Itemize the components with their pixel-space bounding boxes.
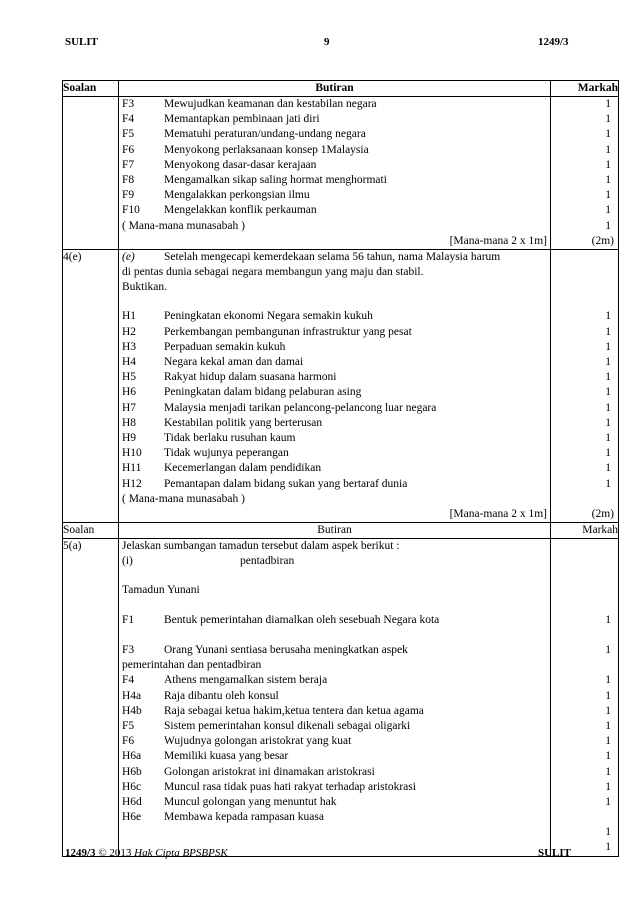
point-code: F7 — [122, 158, 135, 171]
answer-point — [119, 643, 550, 658]
point-code: H6c — [122, 780, 142, 793]
answer-block-1 — [63, 97, 619, 250]
answer-point — [119, 673, 550, 688]
answer-point — [119, 127, 550, 142]
soalan-cell — [63, 97, 119, 250]
table-header-row — [63, 523, 619, 539]
point-code: H4 — [122, 356, 137, 368]
answer-point — [119, 780, 550, 795]
butiran-header: Butiran — [119, 81, 551, 97]
point-code: H9 — [122, 431, 137, 444]
answer-point — [119, 385, 550, 400]
markah-header: Markah — [551, 523, 619, 539]
mark-value: 1 — [605, 128, 611, 141]
soalan-header: Soalan — [63, 81, 119, 97]
mark-value: 1 — [605, 158, 611, 171]
mark-spacer — [551, 628, 618, 643]
mark-value: 1 — [605, 841, 611, 854]
point-text: Tidak berlaku rusuhan kaum — [164, 431, 296, 444]
point-text: Mengamalkan sikap saling hormat menghormati — [164, 173, 387, 186]
mark-value: 1 — [605, 310, 611, 323]
mark-value: 1 — [605, 204, 611, 217]
footer — [65, 847, 228, 859]
mark-value: 1 — [605, 356, 611, 368]
point-text: Orang Yunani sentiasa berusaha meningkatkan aspek — [164, 644, 408, 656]
point-code: H11 — [122, 462, 142, 475]
mark-value: 1 — [605, 98, 611, 110]
mark-value: 1 — [605, 644, 611, 656]
answer-point — [119, 689, 550, 704]
point-text: Mematuhi peraturan/undang-undang negara — [164, 128, 366, 141]
point-text: Muncul golongan yang menuntut hak — [164, 795, 337, 808]
answer-point — [119, 431, 550, 446]
mark-value: 1 — [605, 704, 611, 717]
note-text: ( Mana-mana munasabah ) — [122, 492, 245, 505]
table-header-row — [63, 81, 619, 97]
mark-value: 1 — [605, 780, 611, 793]
point-code: F1 — [122, 613, 135, 626]
total-text: [Mana-mana 2 x 1m] — [449, 234, 547, 247]
point-code: H6b — [122, 765, 142, 778]
point-code: F5 — [122, 128, 135, 141]
point-text: Athens mengamalkan sistem beraja — [164, 674, 328, 687]
mark-value: 1 — [605, 371, 611, 384]
point-text: Rakyat hidup dalam suasana harmoni — [164, 371, 337, 384]
mark-value: 1 — [605, 719, 611, 732]
markah-cell — [551, 249, 619, 522]
point-text: Kecemerlangan dalam pendidikan — [164, 462, 322, 475]
mark-value: 1 — [605, 219, 611, 232]
point-code: H10 — [122, 447, 142, 460]
footer-publisher: Hak Cipta BPSBPSK — [134, 847, 228, 859]
sub-question-label: (i) — [122, 555, 133, 568]
civilisation-name: Tamadun Yunani — [122, 584, 200, 597]
butiran-cell — [119, 539, 551, 857]
mark-value: 1 — [605, 325, 611, 338]
total-mark: (2m) — [591, 234, 614, 247]
mark-value: 1 — [605, 386, 611, 399]
point-text: Kestabilan politik yang berterusan — [164, 416, 323, 429]
question-number: 5(a) — [63, 540, 82, 553]
point-text: Tidak wujunya peperangan — [164, 447, 289, 460]
soalan-cell — [63, 249, 119, 522]
answer-point — [119, 795, 550, 810]
point-text: Negara kekal aman dan damai — [164, 356, 304, 368]
point-code: F4 — [122, 113, 135, 126]
answer-point — [119, 112, 550, 127]
footer-paper-code: 1249/3 — [65, 847, 96, 859]
footer-sulit: SULIT — [538, 847, 572, 859]
mark-value: 1 — [605, 826, 611, 839]
point-text-continued: pemerintahan dan pentadbiran — [122, 659, 262, 672]
butiran-cell — [119, 97, 551, 250]
question-text-line: Jelaskan sumbangan tamadun tersebut dalam aspek berikut : — [122, 540, 400, 553]
point-code: H6e — [122, 811, 142, 824]
point-text: Mengelakkan konflik perkauman — [164, 204, 317, 217]
markah-header: Markah — [551, 81, 619, 97]
answer-point — [119, 143, 550, 158]
answer-point — [119, 188, 550, 203]
answer-point — [119, 325, 550, 340]
point-text: Raja sebagai ketua hakim,ketua tentera dan ketua agama — [164, 704, 424, 717]
answer-point — [119, 719, 550, 734]
mark-value: 1 — [605, 613, 611, 626]
point-text: Mengalakkan perkongsian ilmu — [164, 189, 310, 202]
mark-spacer — [551, 658, 618, 673]
answer-point — [119, 401, 550, 416]
point-text: Membawa kepada rampasan kuasa — [164, 811, 324, 824]
answer-point — [119, 461, 550, 476]
point-text: Pemantapan dalam bidang sukan yang bertaraf dunia — [164, 477, 408, 490]
mark-value: 1 — [605, 765, 611, 778]
point-text: Golongan aristokrat ini dinamakan aristokrasi — [164, 765, 375, 778]
markah-cell — [551, 97, 619, 250]
point-code: H6d — [122, 795, 142, 808]
mark-value: 1 — [605, 173, 611, 186]
answer-point — [119, 370, 550, 385]
point-code: F9 — [122, 189, 135, 202]
answer-point — [119, 749, 550, 764]
point-code: F3 — [122, 644, 135, 656]
question-text-line: di pentas dunia sebagai negara membangun yang maju dan stabil. — [122, 266, 424, 279]
answer-point — [119, 173, 550, 188]
point-code: F3 — [122, 98, 135, 110]
point-code: H6a — [122, 750, 142, 763]
mark-value: 1 — [605, 750, 611, 763]
markah-cell — [551, 539, 619, 857]
point-text: Mewujudkan keamanan dan kestabilan negara — [164, 98, 377, 110]
mark-value: 1 — [605, 689, 611, 702]
mark-value: 1 — [605, 447, 611, 460]
sub-question-text: pentadbiran — [240, 555, 295, 568]
answer-block-4e — [63, 249, 619, 522]
soalan-header: Soalan — [63, 523, 119, 539]
butiran-cell — [119, 249, 551, 522]
mark-value: 1 — [605, 462, 611, 475]
point-text: Sistem pemerintahan konsul dikenali sebagai oligarki — [164, 719, 411, 732]
answer-point — [119, 704, 550, 719]
point-code: F6 — [122, 143, 135, 156]
point-text: Menyokong dasar-dasar kerajaan — [164, 158, 317, 171]
point-code: F4 — [122, 674, 135, 687]
point-text: Menyokong perlaksanaan konsep 1Malaysia — [164, 143, 369, 156]
point-text: Raja dibantu oleh konsul — [164, 689, 279, 702]
answer-point — [119, 203, 550, 218]
question-label: (e) — [122, 250, 135, 263]
point-code: F6 — [122, 735, 135, 748]
point-code: H12 — [122, 477, 142, 490]
point-text: Peningkatan dalam bidang pelaburan asing — [164, 386, 362, 399]
point-text: Peningkatan ekonomi Negara semakin kukuh — [164, 310, 373, 323]
header-paper-code: 1249/3 — [538, 36, 569, 48]
point-text: Memiliki kuasa yang besar — [164, 750, 289, 763]
point-code: F8 — [122, 173, 135, 186]
marking-scheme-table — [62, 80, 619, 857]
point-text: Bentuk pemerintahan diamalkan oleh sesebuah Negara kota — [164, 613, 440, 626]
point-code: H4a — [122, 689, 142, 702]
answer-point — [119, 340, 550, 355]
total-text: [Mana-mana 2 x 1m] — [449, 507, 547, 520]
point-code: H2 — [122, 325, 137, 338]
point-text: Muncul rasa tidak puas hati rakyat terhadap aristokrasi — [164, 780, 416, 793]
point-text: Perpaduan semakin kukuh — [164, 340, 286, 353]
answer-point — [119, 97, 550, 112]
answer-block-5a — [63, 539, 619, 857]
mark-value: 1 — [605, 189, 611, 202]
answer-point — [119, 355, 550, 370]
note-text: ( Mana-mana munasabah ) — [122, 219, 245, 232]
point-code: H8 — [122, 416, 137, 429]
answer-point — [119, 416, 550, 431]
point-code: H5 — [122, 371, 137, 384]
mark-value: 1 — [605, 477, 611, 490]
point-code: H4b — [122, 704, 142, 717]
mark-value: 1 — [605, 401, 611, 414]
question-text-line: Buktikan. — [122, 281, 168, 294]
mark-value: 1 — [605, 113, 611, 126]
mark-value: 1 — [605, 735, 611, 748]
header-page-number: 9 — [324, 36, 330, 48]
answer-point — [119, 734, 550, 749]
point-text: Wujudnya golongan aristokrat yang kuat — [164, 735, 352, 748]
mark-value: 1 — [605, 340, 611, 353]
soalan-cell — [63, 539, 119, 857]
answer-point — [119, 765, 550, 780]
point-code: H1 — [122, 310, 137, 323]
point-code: F5 — [122, 719, 135, 732]
answer-point — [119, 810, 550, 825]
answer-point — [119, 309, 550, 324]
mark-value: 1 — [605, 143, 611, 156]
mark-value: 1 — [605, 674, 611, 687]
butiran-header: Butiran — [119, 523, 551, 539]
total-mark: (2m) — [591, 507, 614, 520]
answer-point — [119, 446, 550, 461]
footer-copyright: © 2013 — [98, 847, 132, 859]
question-text-line: Setelah mengecapi kemerdekaan selama 56 tahun, nama Malaysia harum — [164, 250, 501, 263]
point-text: Memantapkan pembinaan jati diri — [164, 113, 320, 126]
question-number: 4(e) — [63, 250, 82, 263]
mark-value: 1 — [605, 416, 611, 429]
answer-point — [119, 613, 550, 628]
answer-point — [119, 477, 550, 492]
point-code: H7 — [122, 401, 137, 414]
point-code: H6 — [122, 386, 137, 399]
point-text: Perkembangan pembangunan infrastruktur yang pesat — [164, 325, 412, 338]
header-sulit: SULIT — [65, 36, 99, 48]
answer-point — [119, 158, 550, 173]
mark-value — [551, 810, 618, 825]
point-text: Malaysia menjadi tarikan pelancong-pelancong luar negara — [164, 401, 437, 414]
mark-value: 1 — [605, 431, 611, 444]
blank-line — [119, 628, 550, 643]
point-code: F10 — [122, 204, 140, 217]
mark-value: 1 — [605, 795, 611, 808]
point-code: H3 — [122, 340, 137, 353]
